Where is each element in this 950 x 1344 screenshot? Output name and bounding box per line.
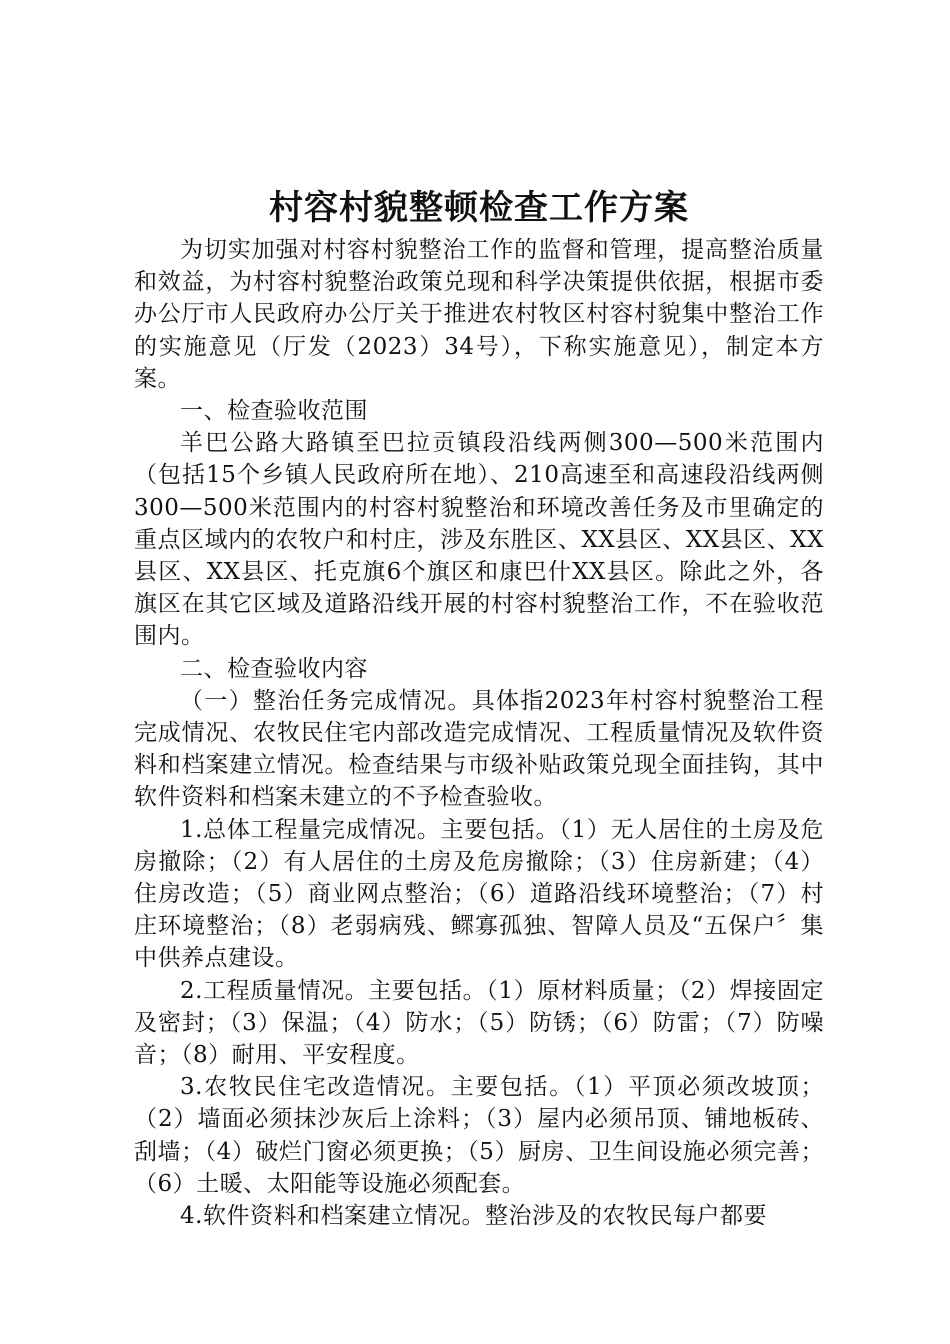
intro-paragraph: 为切实加强对村容村貌整治工作的监督和管理，提高整治质量和效益，为村容村貌整治政策兑现和科学决策提供依据，根据市委办公厅市人民政府办公厅关于推进农村牧区村容村貌集中整治工作的实施意见（厅发（2023）34号），下称实施意见），制定本方案。	[134, 237, 824, 392]
scope-paragraph: 羊巴公路大路镇至巴拉贡镇段沿线两侧300—500米范围内（包括15个乡镇人民政府所在地）、210高速至和高速段沿线两侧300—500米范围内的村容村貌整治和环境改善任务及市里确定的重点区域内的农牧户和村庄，涉及东胜区、XX县区、XX县区、XX县区、XX县区、托克旗6个旗区和康巴什XX县区。除此之外，各旗区在其它区域及道路沿线开展的村容村貌整治工作，不在验收范围内。	[134, 430, 824, 650]
task-completion-paragraph: （一）整治任务完成情况。具体指2023年村容村貌整治工程完成情况、农牧民住宅内部改造完成情况、工程质量情况及软件资料和档案建立情况。检查结果与市级补贴政策兑现全面挂钩，其中软件资料和档案未建立的不予检查验收。	[134, 687, 824, 811]
document-page	[134, 186, 824, 1232]
item-1-paragraph: 1.总体工程量完成情况。主要包括。（1）无人居住的土房及危房撤除；（2）有人居住的土房及危房撤除；（3）住房新建；（4）住房改造；（5）商业网点整治；（6）道路沿线环境整治；（7）村庄环境整治；（8）老弱病残、鳏寡孤独、智障人员及“五保户〞集中供养点建设。	[134, 816, 824, 972]
section-heading-scope: 一、检查验收范围	[180, 398, 368, 425]
document-title: 村容村貌整顿检查工作方案	[269, 188, 689, 228]
item-2-paragraph: 2.工程质量情况。主要包括。（1）原材料质量；（2）焊接固定及密封；（3）保温；（4）防水；（5）防锈；（6）防雷；（7）防噪音；（8）耐用、平安程度。	[134, 977, 824, 1069]
item-3-paragraph: 3.农牧民住宅改造情况。主要包括。（1）平顶必须改坡顶；（2）墙面必须抹沙灰后上涂料；（3）屋内必须吊顶、铺地板砖、刮墙；（4）破烂门窗必须更换；（5）厨房、卫生间设施必须完善；（6）土暖、太阳能等设施必须配套。	[134, 1074, 824, 1197]
section-heading-content: 二、检查验收内容	[180, 655, 368, 682]
item-4-paragraph: 4.软件资料和档案建立情况。整治涉及的农牧民每户都要	[180, 1203, 767, 1230]
